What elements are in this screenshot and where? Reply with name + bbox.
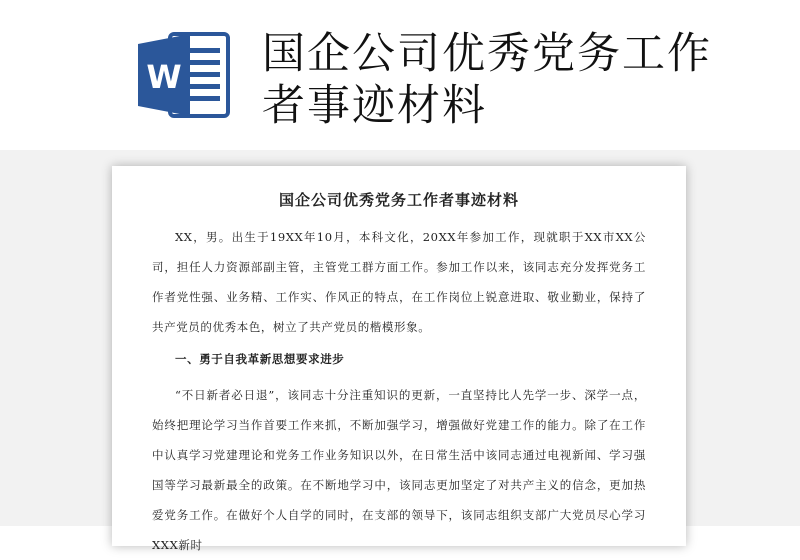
- intro-paragraph: XX，男。出生于19XX年10月，本科文化，20XX年参加工作，现就职于XX市XX公司，担任人力资源部副主管，主管党工群方面工作。参加工作以来，该同志充分发挥党务工作者党性强、业务精、工作实、作风正的特点，在工作岗位上锐意进取、敬业勤业，保持了共产党员的优秀本色，树立了共产党员的楷模形象。: [152, 230, 646, 334]
- banner-title: 国企公司优秀党务工作者事迹材料: [262, 29, 712, 131]
- document-title: 国企公司优秀党务工作者事迹材料: [278, 191, 519, 209]
- word-icon-letter: W: [146, 58, 182, 96]
- section-heading: 一、勇于自我革新思想要求进步: [175, 352, 345, 366]
- section-paragraph: “不日新者必日退”，该同志十分注重知识的更新，一直坚持比人先学一步、深学一点，始终把理论学习当作首要工作来抓，不断加强学习，增强做好党建工作的能力。除了在工作中认真学习党建理论和党务工作业务知识以外，在日常生活中该同志通过电视新闻、学习强国等学习最新最全的政策。在不断地学习中，该同志更加坚定了对共产主义的信念，更加热爱党务工作。在做好个人自学的同时，在支部的领导下，该同志组织支部广大党员尽心学习XXX新时: [152, 388, 646, 552]
- banner: [0, 0, 800, 150]
- word-document-icon: [136, 30, 232, 120]
- document-page: [112, 166, 686, 552]
